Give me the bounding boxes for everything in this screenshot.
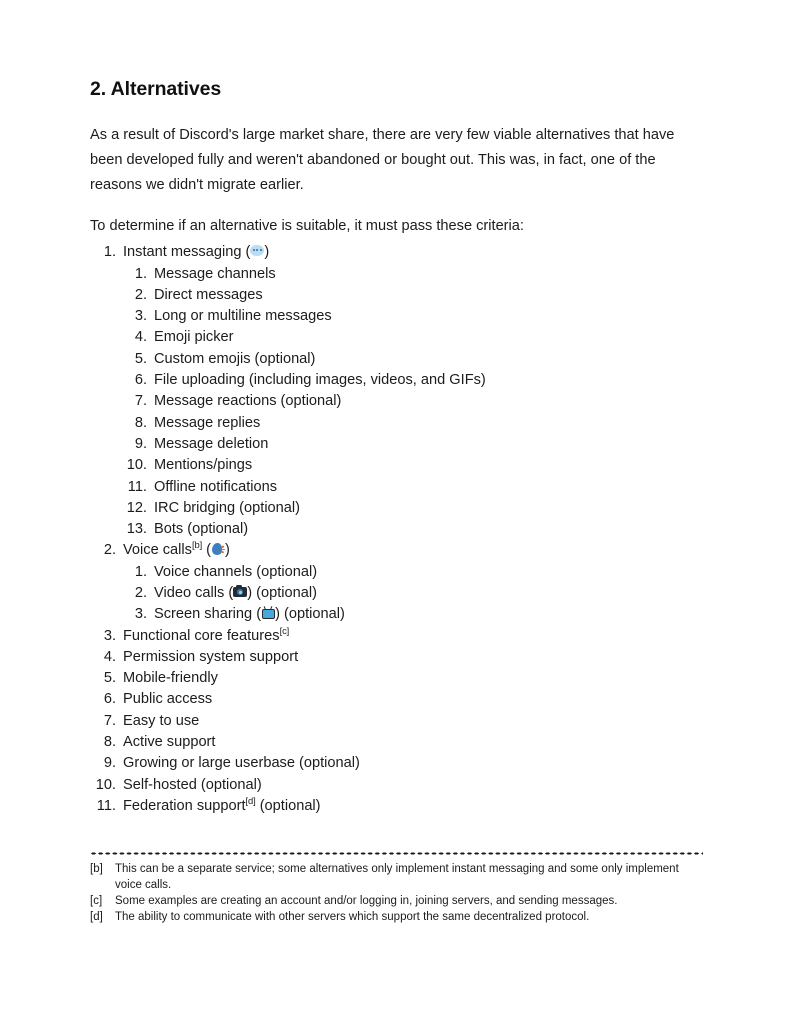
page-title: 2. Alternatives xyxy=(90,78,222,100)
list-item-label: Voice channels (optional) xyxy=(154,563,318,580)
list-item-label: Functional core features xyxy=(123,627,280,644)
footnote-ref-b[interactable]: [b] xyxy=(191,539,203,551)
list-item-label: Long or multiline messages xyxy=(154,308,332,325)
list-item xyxy=(90,626,702,647)
list-item xyxy=(90,732,702,753)
list-item-label: Instant messaging ( xyxy=(123,244,251,261)
list-marker: 4. xyxy=(103,648,116,665)
footnote-text: This can be a separate service; some alternatives only implement instant messaging and some only implement voice calls. xyxy=(115,863,679,891)
list-marker: 5. xyxy=(134,350,147,367)
list-item xyxy=(90,775,702,796)
footnote-ref-d[interactable]: [d] xyxy=(245,795,256,807)
list-item xyxy=(123,285,702,306)
list-item-label: Message replies xyxy=(154,414,261,431)
voice-calls-sublist xyxy=(123,562,702,625)
list-item xyxy=(90,689,702,710)
list-marker: 3. xyxy=(134,606,147,623)
footnote-label: [d] xyxy=(90,910,103,923)
list-item-label-mid: ( xyxy=(202,542,211,559)
list-item-label: Public access xyxy=(123,691,213,708)
intro-paragraph: As a result of Discord's large market share, there are very few viable alternatives that have been developed fully and weren't abandoned or bought out. This was, in fact, one of the reasons we didn't migrate earlier. xyxy=(90,127,675,194)
list-marker: 2. xyxy=(134,286,147,303)
list-item-label: Emoji picker xyxy=(154,329,234,346)
list-item-label-suffix: (optional) xyxy=(255,797,321,814)
footnote-d xyxy=(90,910,703,926)
footnote-c xyxy=(90,894,703,910)
list-item-label: Voice calls xyxy=(123,542,192,559)
list-item xyxy=(123,604,702,625)
list-item-label: Bots (optional) xyxy=(154,521,249,538)
list-item xyxy=(90,668,702,689)
list-marker: 3. xyxy=(103,627,116,644)
footnote-b xyxy=(90,862,703,893)
list-marker: 2. xyxy=(134,584,147,601)
list-item xyxy=(123,349,702,370)
footnote-text: The ability to communicate with other servers which support the same decentralized protocol. xyxy=(115,910,590,923)
list-marker: 3. xyxy=(134,308,147,325)
list-item-label: Mobile-friendly xyxy=(123,670,218,687)
list-marker: 6. xyxy=(103,691,116,708)
list-item xyxy=(123,306,702,327)
list-item-label: IRC bridging (optional) xyxy=(154,499,301,516)
speech-balloon-icon xyxy=(250,244,264,258)
list-item xyxy=(90,711,702,732)
list-item xyxy=(123,477,702,498)
list-item xyxy=(90,242,702,539)
list-marker: 7. xyxy=(134,393,147,410)
footnote-label: [b] xyxy=(90,863,103,875)
list-marker: 12. xyxy=(126,499,147,516)
list-item-label: Video calls ( xyxy=(154,584,234,601)
list-item xyxy=(123,519,702,540)
list-item-label-suffix: ) xyxy=(225,542,230,559)
footnotes-section xyxy=(90,852,703,926)
list-marker: 9. xyxy=(103,755,116,772)
list-marker: 11. xyxy=(127,478,147,495)
list-item-label: Easy to use xyxy=(123,712,200,729)
list-item xyxy=(123,264,702,285)
footnote-label: [c] xyxy=(90,894,103,907)
list-item-label: Active support xyxy=(123,734,216,751)
list-item xyxy=(90,753,702,774)
list-marker: 11. xyxy=(96,797,116,814)
document-content xyxy=(90,78,702,817)
criteria-lead-in: To determine if an alternative is suitable, it must pass these criteria: xyxy=(90,218,524,235)
list-item-label: Custom emojis (optional) xyxy=(154,350,316,367)
list-marker: 7. xyxy=(103,712,116,729)
list-marker: 1. xyxy=(134,265,147,282)
list-marker: 10. xyxy=(95,776,116,793)
list-marker: 1. xyxy=(134,563,147,580)
list-item-label-suffix: ) xyxy=(264,244,270,261)
list-marker: 10. xyxy=(126,457,147,474)
list-item xyxy=(123,327,702,348)
list-item-label: Growing or large userbase (optional) xyxy=(123,755,360,772)
list-item xyxy=(123,391,702,412)
list-marker: 9. xyxy=(134,435,147,452)
list-marker: 1. xyxy=(103,244,116,261)
speaking-head-icon xyxy=(211,542,225,556)
television-icon xyxy=(261,606,275,620)
list-item xyxy=(90,647,702,668)
list-item xyxy=(123,562,702,583)
list-marker: 5. xyxy=(103,670,116,687)
list-item-label-suffix: ) (optional) xyxy=(247,584,317,601)
list-item-label: Federation support xyxy=(123,797,246,814)
list-item xyxy=(90,796,702,817)
list-item xyxy=(123,455,702,476)
instant-messaging-sublist xyxy=(123,264,702,540)
list-item-label: Self-hosted (optional) xyxy=(123,776,262,793)
list-item-label: Message channels xyxy=(154,265,276,282)
list-item-label: Message reactions (optional) xyxy=(154,393,342,410)
list-item xyxy=(123,583,702,604)
footnote-text: Some examples are creating an account and/or logging in, joining servers, and sending messages. xyxy=(115,894,618,907)
list-item xyxy=(123,434,702,455)
list-marker: 4. xyxy=(134,329,147,346)
list-item xyxy=(123,498,702,519)
list-item xyxy=(123,370,702,391)
camera-icon xyxy=(233,585,247,599)
list-item xyxy=(90,540,702,625)
list-marker: 6. xyxy=(134,372,147,389)
list-item-label: Mentions/pings xyxy=(154,457,253,474)
list-item-label: Screen sharing ( xyxy=(154,606,262,623)
footnote-separator xyxy=(90,852,703,855)
list-item xyxy=(123,413,702,434)
list-item-label: Direct messages xyxy=(154,286,263,303)
list-item-label: Permission system support xyxy=(123,648,299,665)
list-item-label: Message deletion xyxy=(154,435,269,452)
list-item-label-suffix: ) (optional) xyxy=(275,606,345,623)
list-marker: 8. xyxy=(103,734,116,751)
footnote-ref-c[interactable]: [c] xyxy=(279,624,290,636)
list-marker: 2. xyxy=(103,542,116,559)
list-item-label: Offline notifications xyxy=(154,478,278,495)
criteria-list xyxy=(90,242,702,816)
list-marker: 13. xyxy=(126,521,147,538)
list-item-label: File uploading (including images, videos, and GIFs) xyxy=(154,372,486,389)
list-marker: 8. xyxy=(134,414,147,431)
